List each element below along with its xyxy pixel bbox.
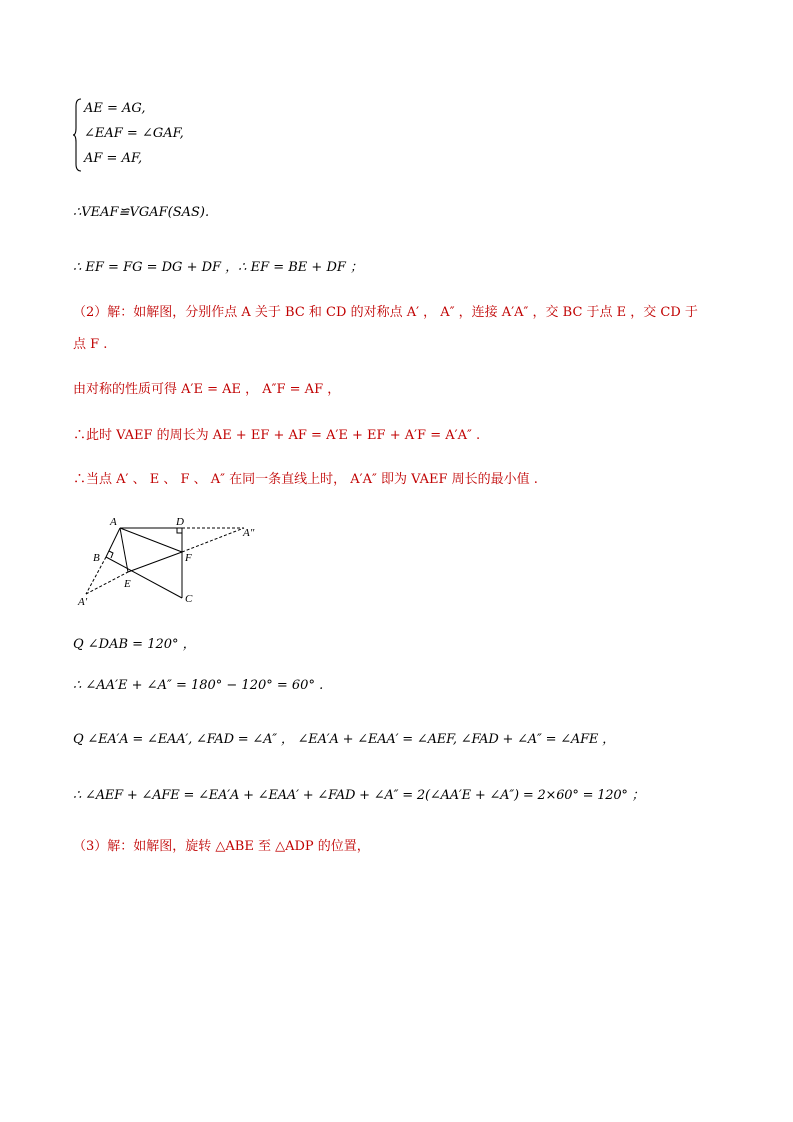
dashed-A1-E <box>86 572 128 594</box>
right-angle-mark-D <box>177 528 182 533</box>
label-F: F <box>185 552 192 564</box>
label-B: B <box>93 552 100 564</box>
part2-line-3: 由对称的性质可得 A′E = AE ， A″F = AF ， <box>73 382 341 397</box>
segment-EF <box>128 552 182 572</box>
label-A: A <box>110 516 117 528</box>
left-brace-icon <box>73 98 83 172</box>
right-angle-mark-B <box>109 551 113 558</box>
part2-line-5: ∴当点 A′ 、 E 、 F 、 A″ 在同一条直线上时， A′A″ 即为 VAEF 周长的最小值 . <box>73 472 538 487</box>
result-line-1: ∴ EF = FG = DG + DF ，∴ EF = BE + DF ； <box>73 260 364 275</box>
angle-line-3: Q ∠EA′A = ∠EAA′, ∠FAD = ∠A″ ， ∠EA′A + ∠EAA′ = ∠AEF, ∠FAD + ∠A″ = ∠AFE ， <box>73 732 615 747</box>
label-A-double-prime: A″ <box>243 527 255 539</box>
equation-row-3: AF = AF, <box>84 151 143 166</box>
dashed-F-A2 <box>182 528 244 552</box>
segment-AF <box>120 528 182 552</box>
part2-line-1: （2）解：如解图，分别作点 A 关于 BC 和 CD 的对称点 A′ ， A″ ，连接 A′A″ ，交 BC 于点 E ，交 CD 于 <box>73 305 698 320</box>
part2-line-2: 点 F . <box>73 337 108 352</box>
angle-line-1: Q ∠DAB = 120° ， <box>73 637 196 652</box>
label-A-prime: A′ <box>78 596 88 608</box>
geometry-figure <box>76 512 266 610</box>
label-D: D <box>176 516 184 528</box>
equation-row-1: AE = AG, <box>84 101 146 116</box>
congruence-statement: ∴VEAF≌VGAF(SAS). <box>73 205 210 220</box>
label-E: E <box>124 578 131 590</box>
angle-line-2: ∴ ∠AA′E + ∠A″ = 180° − 120° = 60° . <box>73 678 324 693</box>
part2-line-4: ∴此时 VAEF 的周长为 AE + EF + AF = A′E + EF + A′F = A′A″ . <box>73 428 481 443</box>
angle-line-4: ∴ ∠AEF + ∠AFE = ∠EA′A + ∠EAA′ + ∠FAD + ∠A″ = 2(∠AA′E + ∠A″) = 2×60° = 120° ； <box>73 788 645 803</box>
part3-line: （3）解：如解图，旋转 △ABE 至 △ADP 的位置， <box>73 839 370 854</box>
label-C: C <box>185 593 193 605</box>
equation-row-2: ∠EAF = ∠GAF, <box>84 126 184 141</box>
